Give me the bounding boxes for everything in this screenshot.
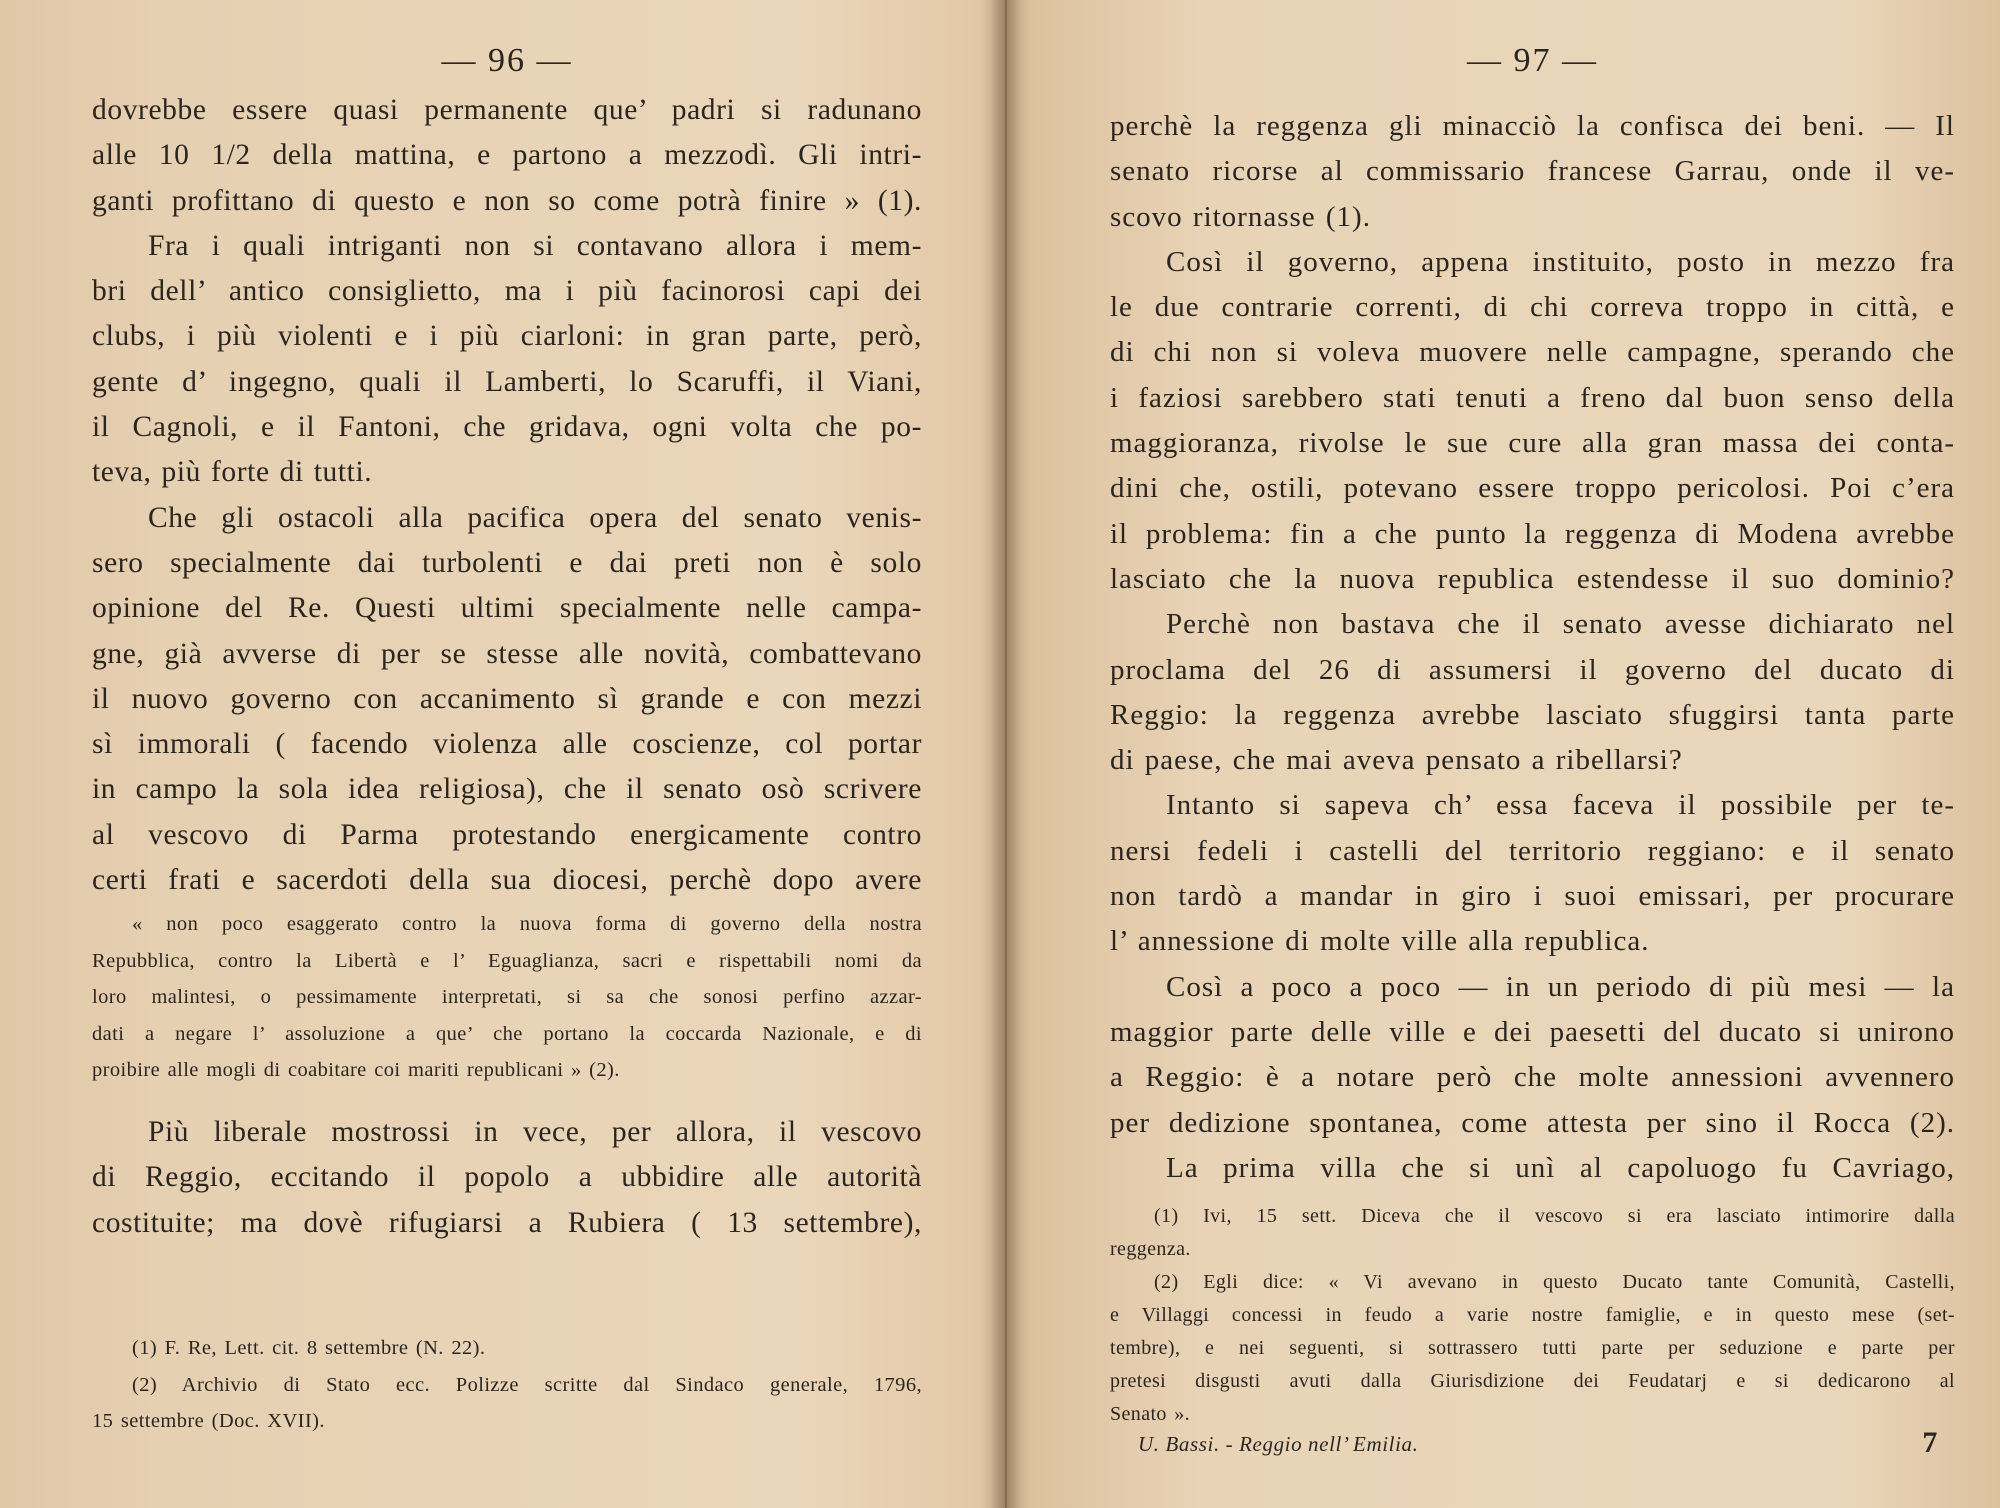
- text-line: Che gli ostacoli alla pacifica opera del senato venis-: [148, 501, 922, 534]
- text-line: non tardò a mandar in giro i suoi emissari, per procurare: [1110, 880, 1955, 913]
- page-footer: [1138, 1426, 1948, 1459]
- page-number: — 96 —: [441, 42, 573, 79]
- text-line: l’ annessione di molte ville alla republica.: [1110, 925, 1650, 958]
- text-line: Reggio: la reggenza avrebbe lasciato sfuggirsi tanta parte: [1110, 698, 1955, 731]
- text-line: perchè la reggenza gli minacciò la confisca dei beni. — Il: [1110, 110, 1955, 142]
- text-line: sero specialmente dai turbolenti e dai preti non è solo: [92, 546, 922, 579]
- footnote-line: (1) Ivi, 15 sett. Diceva che il vescovo si era lasciato intimorire dalla: [1154, 1205, 1955, 1227]
- text-line: in campo la sola idea religiosa), che il senato osò scrivere: [92, 773, 922, 806]
- text-line: le due contrarie correnti, di chi correva troppo in città, e: [1110, 291, 1955, 324]
- running-footer-signature: U. Bassi. - Reggio nell’ Emilia.: [1138, 1432, 1419, 1456]
- body-text-continued: [92, 1110, 922, 1246]
- text-line: costituite; ma dovè rifugiarsi a Rubiera ( 13 settembre),: [92, 1206, 922, 1239]
- quote-line: Repubblica, contro la Libertà e l’ Eguaglianza, sacri e rispettabili nomi da: [92, 949, 922, 972]
- text-line: il Cagnoli, e il Fantoni, che gridava, ogni volta che po-: [92, 411, 922, 444]
- text-line: di Reggio, eccitando il popolo a ubbidire alle autorità: [92, 1161, 922, 1194]
- sheet-number: 7: [1922, 1426, 1938, 1459]
- footnote-line: e Villaggi concessi in feudo a varie nostre famiglie, e in questo mese (set-: [1110, 1304, 1955, 1326]
- footnote-line: 15 settembre (Doc. XVII).: [92, 1410, 325, 1432]
- quote-line: dati a negare l’ assoluzione a que’ che portano la coccarda Nazionale, e di: [92, 1022, 922, 1045]
- text-line: maggioranza, rivolse le sue cure alla gran massa dei conta-: [1110, 427, 1955, 460]
- left-page: [92, 0, 922, 1508]
- text-line: La prima villa che si unì al capoluogo fu Cavriago,: [1166, 1151, 1955, 1184]
- text-line: gente d’ ingegno, quali il Lamberti, lo Scaruffi, il Viani,: [92, 365, 922, 398]
- body-text: [92, 88, 922, 903]
- text-line: proclama del 26 di assumersi il governo del ducato di: [1110, 653, 1955, 686]
- text-line: Così il governo, appena instituito, posto in mezzo fra: [1166, 245, 1955, 278]
- text-line: lasciato che la nuova republica estendesse il suo dominio?: [1110, 562, 1955, 595]
- text-line: Intanto si sapeva ch’ essa faceva il possibile per te-: [1166, 789, 1955, 822]
- text-line: il problema: fin a che punto la reggenza di Modena avrebbe: [1110, 517, 1955, 550]
- page-number: — 97 —: [1467, 42, 1598, 79]
- footnote-line: pretesi disgusti avuti dalla Giurisdizione dei Feudatarj e si dedicarono al: [1110, 1370, 1955, 1392]
- text-line: a Reggio: è a notare però che molte annessioni avvennero: [1110, 1061, 1955, 1094]
- text-line: al vescovo di Parma protestando energicamente contro: [92, 818, 922, 851]
- quote-line: proibire alle mogli di coabitare coi mariti republicani » (2).: [92, 1059, 620, 1081]
- text-line: clubs, i più violenti e i più ciarloni: in gran parte, però,: [92, 320, 922, 353]
- footnotes: [1110, 1200, 1955, 1431]
- text-line: bri dell’ antico consiglietto, ma i più facinorosi capi dei: [92, 275, 922, 308]
- text-line: certi frati e sacerdoti della sua diocesi, perchè dopo avere: [92, 864, 922, 897]
- text-line: maggior parte delle ville e dei paesetti del ducato si unirono: [1110, 1015, 1955, 1048]
- quote-line: loro malintesi, o pessimamente interpretati, si sa che sonosi perfino azzar-: [92, 986, 922, 1008]
- text-line: gne, già avverse di per se stesse alle novità, combattevano: [92, 637, 922, 670]
- footnote-line: reggenza.: [1110, 1238, 1191, 1260]
- text-line: i faziosi sarebbero stati tenuti a freno dal buon senso della: [1110, 381, 1955, 414]
- text-line: il nuovo governo con accanimento sì grande e con mezzi: [92, 682, 922, 715]
- text-line: teva, più forte di tutti.: [92, 456, 373, 489]
- text-line: Più liberale mostrossi in vece, per allora, il vescovo: [148, 1116, 922, 1148]
- footnote-line: (1) F. Re, Lett. cit. 8 settembre (N. 22).: [132, 1337, 486, 1359]
- footnote-line: Senato ».: [1110, 1403, 1191, 1425]
- text-line: Perchè non bastava che il senato avesse dichiarato nel: [1166, 608, 1955, 641]
- text-line: sì immorali ( facendo violenza alle coscienze, col portar: [92, 728, 922, 761]
- footnote-line: (2) Egli dice: « Vi avevano in questo Ducato tante Comunità, Castelli,: [1154, 1271, 1955, 1293]
- footnote-line: (2) Archivio di Stato ecc. Polizze scritte dal Sindaco generale, 1796,: [132, 1373, 922, 1396]
- right-page: [1110, 0, 1955, 1508]
- text-line: di chi non si voleva muovere nelle campagne, sperando che: [1110, 336, 1955, 369]
- text-line: scovo ritornasse (1).: [1110, 200, 1371, 233]
- text-line: alle 10 1/2 della mattina, e partono a mezzodì. Gli intri-: [92, 139, 922, 172]
- page-crease: [1005, 0, 1007, 1508]
- quote-line: « non poco esaggerato contro la nuova forma di governo della nostra: [132, 913, 922, 935]
- quoted-passage: [92, 906, 922, 1089]
- text-line: opinione del Re. Questi ultimi specialmente nelle campa-: [92, 592, 922, 625]
- text-line: dini che, ostili, potevano essere troppo pericolosi. Poi c’era: [1110, 472, 1955, 505]
- footnotes: [92, 1330, 922, 1440]
- text-line: senato ricorse al commissario francese Garrau, onde il ve-: [1110, 155, 1955, 188]
- text-line: Fra i quali intriganti non si contavano allora i mem-: [148, 229, 922, 262]
- text-line: di paese, che mai aveva pensato a ribellarsi?: [1110, 744, 1683, 777]
- text-line: ganti profittano di questo e non so come potrà finire » (1).: [92, 184, 922, 217]
- body-text: [1110, 104, 1955, 1191]
- footnote-line: tembre), e nei seguenti, si sottrassero tutti parte per seduzione e parte per: [1110, 1337, 1955, 1359]
- text-line: dovrebbe essere quasi permanente que’ padri si radunano: [92, 94, 922, 126]
- text-line: per dedizione spontanea, come attesta per sino il Rocca (2).: [1110, 1106, 1955, 1139]
- text-line: Così a poco a poco — in un periodo di più mesi — la: [1166, 970, 1955, 1003]
- text-line: nersi fedeli i castelli del territorio reggiano: e il senato: [1110, 834, 1955, 867]
